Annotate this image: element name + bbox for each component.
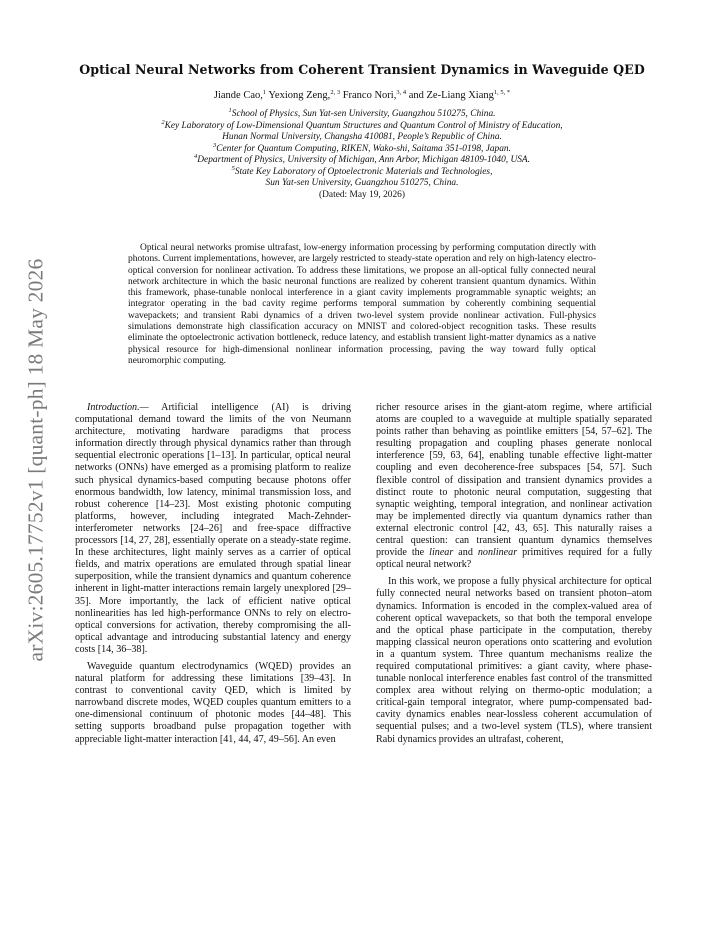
affiliation-line: Hunan Normal University, Changsha 410081, People’s Republic of China. [222,132,502,142]
abstract [128,243,596,367]
paper-title: Optical Neural Networks from Coherent Transient Dynamics in Waveguide QED [79,62,645,77]
arxiv-identifier [20,240,52,680]
author-name: Yexiong Zeng, [268,90,331,101]
author-affiliation-mark: 2, 3 [330,89,341,96]
introduction-paragraph: Introduction.— Artificial intelligence (AI) is driving computational demand toward the limits of the von Neumann architecture, motivating hardware paradigms that process information directly through physical dynamics rather than through sequential electronic operations [1–13]. In particular, optical neural networks (ONNs) have emerged as a promising platform to realize such physical dynamics-based computing because photons offer enormous bandwidth, low latency, minimal transmission loss, and robust coherence [14–23]. Most existing photonic computing platforms, however, including integrated Mach-Zehnder-interferometer networks [24–26] and free-space diffractive processors [14, 27, 28], essentially operate on a steady-state regime. In these architectures, light mainly serves as a carrier of optical fields, and matrix operations are emulated through spatial linear superposition, while the transient dynamics and quantum coherence inherent in light-matter interactions remain largely unexplored [29–35]. More importantly, the lack of efficient native optical nonlinearities has led high-performance ONNs to rely on electro-optical conversions for activation, thereby compromising the all-optical advantage and introducing substantial latency and energy costs [14, 36–38]. [75,402,351,655]
abstract-text: Optical neural networks promise ultrafast, low-energy information processing by performing computation directly with photons. Current implementations, however, are largely restricted to steady-state operation and rely on high-latency electro-optical conversion for nonlinear activation. To address these limitations, we propose an all-optical fully connected neural network architecture in which the basic neuronal functions are realized by coherent transient quantum dynamics. Within this framework, phase-tunable nonlocal interference in a giant cavity implements programmable synaptic weights; an integrator operating in the bad cavity regime performs temporal summation by coherently combining sequential wavepackets; and transient Rabi dynamics of a driven two-level system provide nonlinear activation. Full-physics simulations demonstrate high classification accuracy on MNIST and colored-object recognition tasks. These results eliminate the optoelectronic activation bottleneck, reduce latency, and establish transient light-matter dynamics as a native physical resource for high-dimensional nonlinear information processing, paving the way toward fully optical neuromorphic computing. [128,243,596,366]
body-paragraph: Waveguide quantum electrodynamics (WQED) provides an natural platform for addressing these limitations [39–43]. In contrast to conventional cavity QED, which is limited by narrowband discrete modes, WQED couples quantum emitters to a one-dimensional continuum of photonic modes [44–48]. This setting supports broadband pulse propagation together with appreciable light-matter interaction [41, 44, 47, 49–56]. An even [75,660,351,745]
author-affiliation-mark: 1, 5, * [493,89,511,96]
date-line: (Dated: May 19, 2026) [319,189,405,200]
affiliation-list [60,109,664,201]
author-affiliation-mark: 1 [262,89,267,96]
author-name: Franco Nori, [342,90,397,101]
author-list [60,90,664,101]
section-heading-introduction: Introduction.— [87,402,149,413]
emphasis-linear: linear [429,547,454,559]
affiliation-line: $^3$Center for Quantum Computing, RIKEN, Wako-shi, Saitama 351-0198, Japan. [213,141,511,154]
affiliation-line: $^4$Department of Physics, University of Michigan, Ann Arbor, Michigan 48109-1040, USA. [194,153,530,165]
right-column [376,402,652,751]
emphasis-nonlinear: nonlinear [477,547,518,559]
author-name: and Ze-Liang Xiang [408,90,494,101]
body-paragraph: In this work, we propose a fully physical architecture for optical fully connected neural networks based on transient photon–atom dynamics. Information is encoded in the complex-valued area of coherent optical wavepackets, so that both the temporal envelope and the optical phase participate in the computation, thereby mapping classical neuron operations onto scattering and evolution in a quantum system. Three quantum mechanisms realize the required computational primitives: a giant cavity, where phase-tunable nonlocal interference enables fast control of the transmitted complex area without relying on thermo-optic modulation; a critical-gain temporal integrator, where pump-compensated bad-cavity dynamics enables near-lossless coherent accumulation of sequential pulses; and a two-level system (TLS), where transient Rabi dynamics provides an ultrafast, coherent, [376,576,652,745]
affiliation-line: $^1$School of Physics, Sun Yat-sen University, Guangzhou 510275, China. [228,107,496,119]
author-name: Jiande Cao, [213,90,263,101]
affiliation-line: $^2$Key Laboratory of Low-Dimensional Quantum Structures and Quantum Control of Ministry of Education, [161,118,563,131]
affiliation-line: $^5$State Key Laboratory of Optoelectronic Materials and Technologies, [231,164,493,177]
affiliation-line: Sun Yat-sen University, Guangzhou 510275, China. [265,178,459,188]
left-column [75,402,351,751]
author-affiliation-mark: 3, 4 [396,89,407,96]
body-paragraph: richer resource arises in the giant-atom regime, where artificial atoms are coupled to a waveguide at multiple spatially separated points rather than behaving as pointlike emitters [54, 57–62]. The resulting propagation and coupling phases generate nonlocal interference [59, 63, 64], enabling tunable effective light-matter coupling and even decoherence-free subspaces [54, 57]. Such flexible control of dissipation and transient dynamics provides a distinct route to photonic neural computation, suggesting that synaptic weighting, temporal integration, and nonlinear activation may be implemented directly via quantum dynamics rather than external electronic control [42, 43, 65]. This naturally raises a central question: can transient quantum dynamics themselves provide the linear and nonlinear primitives required for a fully optical neural network? [376,402,653,571]
arxiv-identifier-text: arXiv:2605.17752v1 [quant-ph] 18 May 2026 [23,258,48,662]
